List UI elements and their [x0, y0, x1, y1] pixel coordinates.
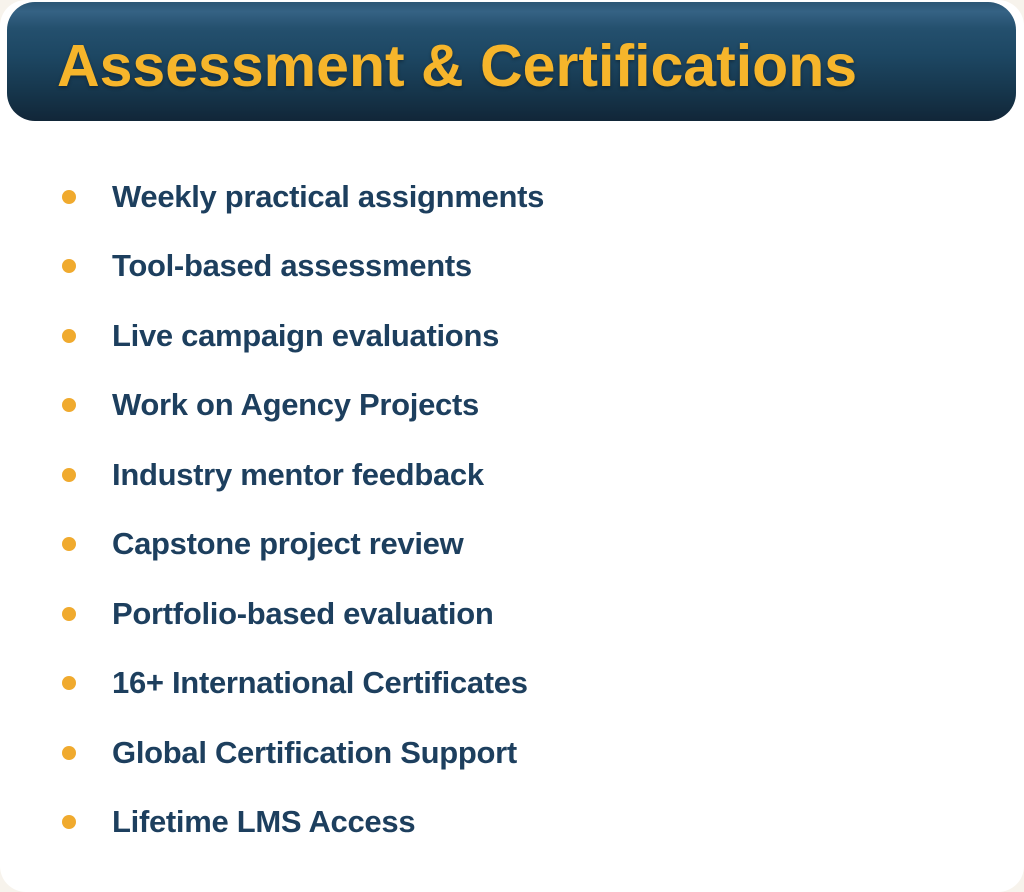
bullet-icon	[62, 190, 76, 204]
list-item	[62, 371, 984, 441]
bullet-icon	[62, 398, 76, 412]
bullet-icon	[62, 537, 76, 551]
page-title: Assessment & Certifications	[57, 33, 858, 99]
list-item	[62, 579, 984, 649]
assessment-list	[62, 162, 984, 857]
list-item	[62, 788, 984, 858]
bullet-icon	[62, 607, 76, 621]
list-item-label: Tool-based assessments	[112, 248, 472, 284]
list-item-label: Capstone project review	[112, 526, 464, 562]
list-item-label: 16+ International Certificates	[112, 665, 528, 701]
list-item-label: Lifetime LMS Access	[112, 804, 416, 840]
bullet-icon	[62, 468, 76, 482]
bullet-icon	[62, 676, 76, 690]
bullet-icon	[62, 746, 76, 760]
bullet-icon	[62, 815, 76, 829]
list-item-label: Live campaign evaluations	[112, 317, 500, 353]
header-banner	[7, 2, 1016, 121]
list-item	[62, 440, 984, 510]
list-item-label: Work on Agency Projects	[112, 387, 479, 423]
list-item-label: Portfolio-based evaluation	[112, 595, 494, 631]
bullet-icon	[62, 259, 76, 273]
list-item	[62, 232, 984, 302]
list-item-label: Industry mentor feedback	[112, 456, 484, 492]
list-item	[62, 510, 984, 580]
list-item-label: Global Certification Support	[112, 734, 517, 770]
list-item	[62, 162, 984, 232]
list-item	[62, 649, 984, 719]
bullet-icon	[62, 329, 76, 343]
list-item-label: Weekly practical assignments	[112, 178, 545, 214]
list-item	[62, 718, 984, 788]
list-item	[62, 301, 984, 371]
